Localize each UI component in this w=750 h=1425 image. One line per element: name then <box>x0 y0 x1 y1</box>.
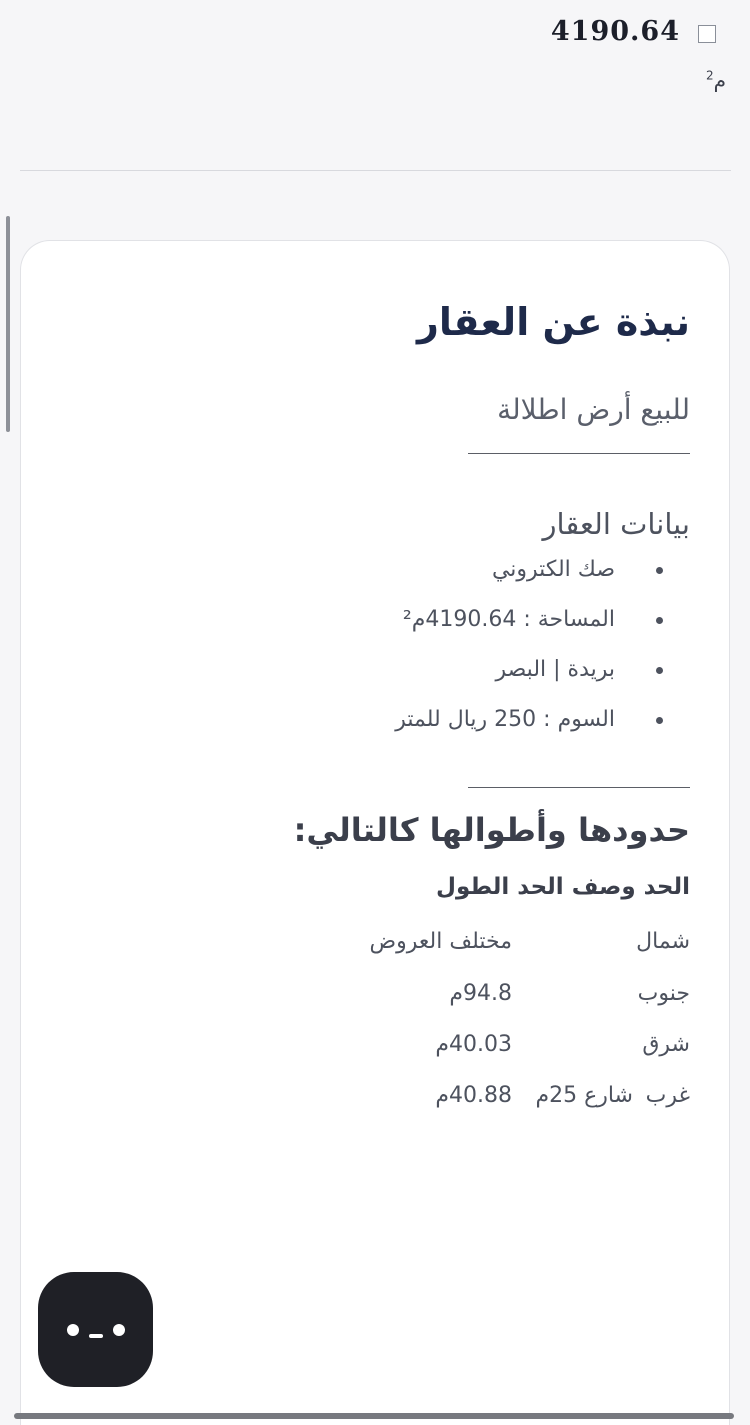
area-unit <box>706 68 726 92</box>
border-direction: شمال <box>636 929 690 954</box>
spec-text: السوم : 250 ريال للمتر <box>395 707 615 732</box>
dot-shape <box>67 1324 79 1336</box>
card-title: نبذة عن العقار <box>416 300 690 344</box>
area-unit-label: م <box>713 68 726 92</box>
border-length: 94.8م <box>449 981 512 1006</box>
divider-line <box>468 453 690 454</box>
bullet-icon <box>656 617 663 624</box>
spec-item-location <box>395 655 690 705</box>
borders-heading: حدودها وأطوالها كالتالي: <box>293 811 690 849</box>
spec-text: المساحة : 4190.64م² <box>402 607 615 632</box>
top-area-summary <box>0 0 750 172</box>
page-scrollbar[interactable] <box>6 216 10 432</box>
border-length: 40.03م <box>435 1032 512 1057</box>
area-value: 4190.64 <box>550 16 680 47</box>
borders-table-header: الحد وصف الحد الطول <box>436 874 690 900</box>
section-divider <box>20 170 731 171</box>
border-length: 40.88م <box>435 1083 512 1108</box>
dot-shape <box>113 1324 125 1336</box>
border-length: مختلف العروض <box>369 929 512 954</box>
bullet-icon <box>656 717 663 724</box>
spec-item-deed <box>395 555 690 605</box>
spec-text: صك الكتروني <box>491 557 615 582</box>
select-checkbox[interactable] <box>698 25 716 43</box>
bullet-icon <box>656 567 663 574</box>
listing-subtitle: للبيع أرض اطلالة <box>497 393 690 426</box>
spec-text: بريدة | البصر <box>495 657 615 682</box>
bottom-scroll-indicator <box>14 1413 734 1419</box>
property-specs-list <box>395 555 690 755</box>
dash-shape <box>89 1334 103 1338</box>
property-description-card <box>20 240 730 1425</box>
more-options-icon <box>67 1322 125 1338</box>
area-unit-superscript: 2 <box>705 68 714 83</box>
border-direction: غرب <box>645 1083 690 1108</box>
divider-line <box>468 787 690 788</box>
property-data-heading: بيانات العقار <box>542 507 690 541</box>
spec-item-area <box>395 605 690 655</box>
more-options-button[interactable] <box>38 1272 153 1387</box>
bullet-icon <box>656 667 663 674</box>
border-description: شارع 25م <box>535 1083 633 1108</box>
border-direction: جنوب <box>637 981 690 1006</box>
spec-item-price <box>395 705 690 755</box>
border-direction: شرق <box>642 1032 690 1057</box>
